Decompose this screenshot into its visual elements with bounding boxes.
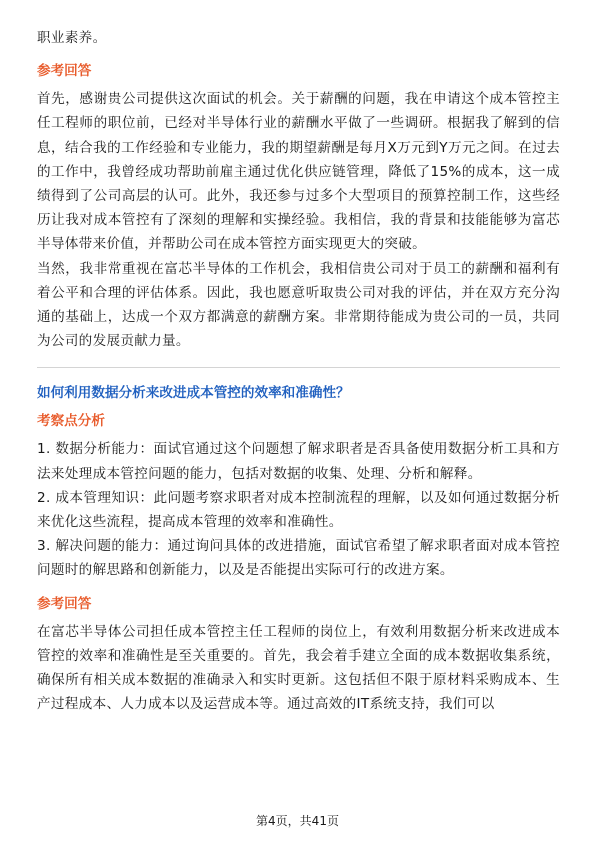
analysis-item: 1. 数据分析能力：面试官通过这个问题想了解求职者是否具备使用数据分析工具和方法来处理成本管控问题的能力，包括对数据的收集、处理、分析和解释。 — [37, 441, 560, 482]
answer-paragraph: 首先，感谢贵公司提供这次面试的机会。关于薪酬的问题，我在申请这个成本管控主任工程师的职位前，已经对半导体行业的薪酬水平做了一些调研。根据我了解到的信息，结合我的工作经验和专业能力，我的期望薪酬是每月X万元到Y万元之间。在过去的工作中，我曾经成功帮助前雇主通过优化供应链管理，降低了15%的成本，这一成绩得到了公司高层的认可。此外，我还参与过多个大型项目的预算控制工作，这些经历让我对成本管控有了深刻的理解和实操经验。我相信，我的背景和技能能够为富芯半导体带来价值，并帮助公司在成本管控方面实现更大的突破。 — [37, 91, 560, 253]
answer-paragraph: 在富芯半导体公司担任成本管控主任工程师的岗位上，有效利用数据分析来改进成本管控的效率和准确性是至关重要的。首先，我会着手建立全面的成本数据收集系统，确保所有相关成本数据的准确录入和实时更新。这包括但不限于原材料采购成本、生产过程成本、人力成本以及运营成本等。通过高效的IT系统支持，我们可以 — [37, 623, 560, 713]
answer-label: 参考回答 — [37, 63, 92, 80]
analysis-item: 2. 成本管理知识：此问题考察求职者对成本控制流程的理解，以及如何通过数据分析来优化这些流程，提高成本管理的效率和准确性。 — [37, 489, 560, 531]
answer-label: 参考回答 — [37, 595, 92, 612]
intro-tail-text: 职业素养。 — [37, 30, 107, 46]
section-divider — [37, 367, 560, 368]
answer-paragraph: 当然，我非常重视在富芯半导体的工作机会，我相信贵公司对于员工的薪酬和福利有着公平和合理的评估体系。因此，我也愿意听取贵公司对我的评估，并在双方充分沟通的基础上，达成一个双方都满意的薪酬方案。非常期待能成为贵公司的一员，共同为公司的发展贡献力量。 — [37, 260, 560, 350]
question-title: 如何利用数据分析来改进成本管控的效率和准确性？ — [37, 385, 350, 402]
page-content — [37, 26, 560, 716]
analysis-item: 3. 解决问题的能力：通过询问具体的改进措施，面试官希望了解求职者面对成本管控问题时的解思路和创新能力，以及是否能提出实际可行的改进方案。 — [37, 538, 560, 579]
analysis-label: 考察点分析 — [37, 413, 105, 430]
page-footer: 第4页，共41页 — [256, 814, 339, 828]
